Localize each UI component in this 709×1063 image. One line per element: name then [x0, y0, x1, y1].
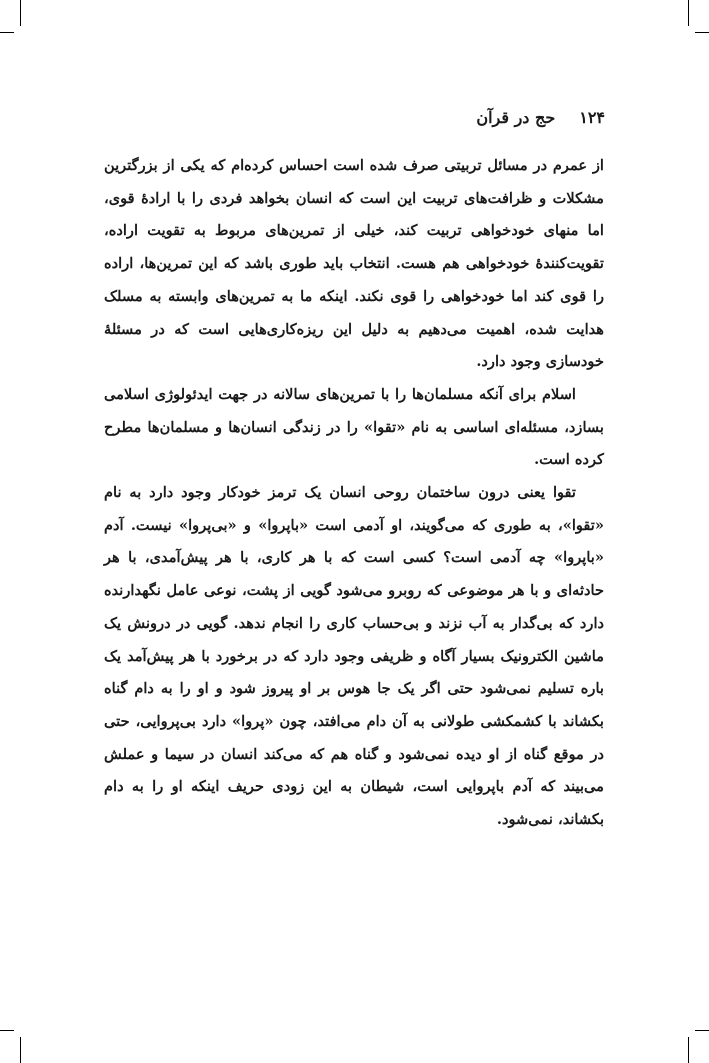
- crop-mark-bottom-right-vertical: [688, 1037, 689, 1063]
- running-title: حج در قرآن: [476, 108, 556, 127]
- paragraph-3: تقوا یعنی درون ساختمان روحی انسان یک ترمز خودکار وجود دارد به نام «تقوا»، به طوری که می‌گویند، او آدمی است «باپروا» و «بی‌پروا» نیست. آدم «باپروا» چه آدمی است؟ کسی است که با هر کاری، با هر پیش‌آمدی، با هر حادثه‌ای و با هر موضوعی که روبرو می‌شود گویی از پشت، نوعی عامل نگهدارنده دارد که بی‌گدار به آب نزند و بی‌حساب کاری را انجام ندهد. گویی در درونش یک ماشین الکترونیک بسیار آگاه و ظریفی وجود دارد که در برخورد با هر پیش‌آمد یک باره تسلیم نمی‌شود حتی اگر یک جا هوس بر او پیروز شود و او را به دام گناه بکشاند با کشمکشی طولانی به آن دام می‌افتد، چون «پروا» دارد بی‌پروایی، حتی در موقع گناه از او دیده نمی‌شود و گناه هم که می‌کند انسان در سیما و عملش می‌بیند که آدم باپروایی است، شیطان به این زودی حریف اینکه او را به دام بکشاند، نمی‌شود.: [104, 484, 604, 829]
- crop-mark-top-right-horizontal: [695, 32, 709, 33]
- page-body: [104, 150, 604, 837]
- paragraph-1: از عمرم در مسائل تربیتی صرف شده است احساس کرده‌ام که یکی از بزرگترین مشکلات و ظرافت‌های تربیت این است که انسان بخواهد فردی را با ارادهٔ قوی، اما منهای خودخواهی تربیت کند، خیلی از تمرین‌های مربوط به تقویت اراده، تقویت‌کنندهٔ خودخواهی هم هست. انتخاب باید طوری باشد که این تمرین‌ها، اراده را قوی کند اما خودخواهی را قوی نکند. اینکه ما به تمرین‌های وابسته به مسلک هدایت شده، اهمیت می‌دهیم به دلیل این ریزه‌کاری‌هایی است که در مسئلهٔ خودسازی وجود دارد.: [104, 157, 604, 371]
- crop-mark-bottom-left-horizontal: [0, 1030, 14, 1031]
- page-number: ۱۲۴: [579, 108, 605, 127]
- crop-mark-top-left-horizontal: [0, 32, 14, 33]
- crop-mark-top-right-vertical: [688, 0, 689, 26]
- crop-mark-bottom-right-horizontal: [695, 1030, 709, 1031]
- running-header: [476, 108, 605, 127]
- crop-mark-bottom-left-vertical: [20, 1037, 21, 1063]
- crop-mark-top-left-vertical: [20, 0, 21, 26]
- paragraph-2: اسلام برای آنکه مسلمان‌ها را با تمرین‌های سالانه در جهت ایدئولوژی اسلامی بسازد، مسئله‌ای اساسی به نام «تقوا» را در زندگی انسان‌ها و مسلمان‌ها مطرح کرده است.: [104, 385, 604, 469]
